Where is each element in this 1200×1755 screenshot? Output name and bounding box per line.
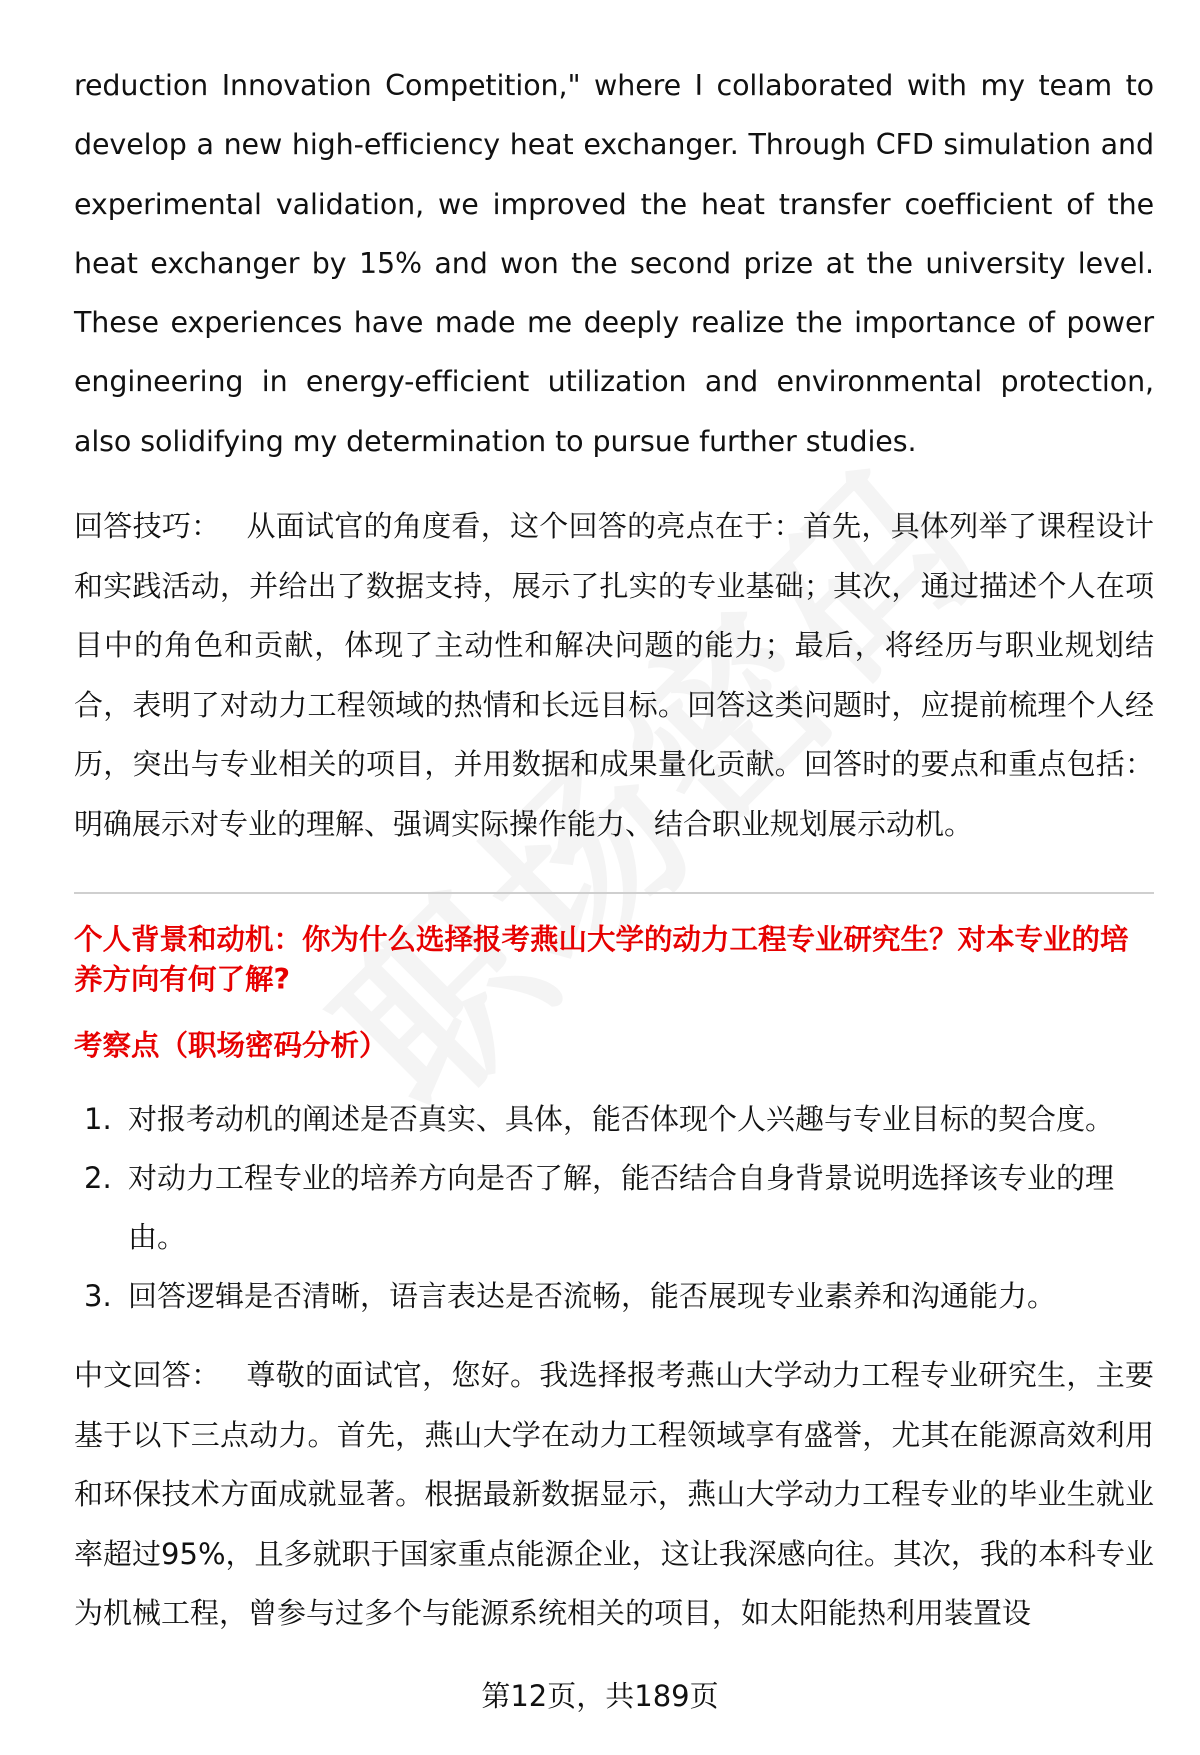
assessment-title: 考察点（职场密码分析） xyxy=(74,1029,388,1063)
chinese-answer-label: 中文回答： xyxy=(74,1358,221,1393)
assessment-list xyxy=(74,1090,1154,1326)
english-answer-paragraph: reduction Innovation Competition," where I collaborated with my team to develop a new high-efficiency heat exchanger. Through CFD simulation and experimental validation, we improved the heat transfer coefficient of the heat exchanger by 15% and won the second prize at the university level. These experiences have made me deeply realize the importance of power engineering in energy-efficient utilization and environmental protection, also solidifying my determination to pursue further studies. xyxy=(74,69,1154,458)
section-divider xyxy=(74,892,1154,894)
list-item-text: 对动力工程专业的培养方向是否了解，能否结合自身背景说明选择该专业的理由。 xyxy=(128,1161,1115,1255)
chinese-answer-paragraph xyxy=(74,1346,1154,1644)
chinese-answer-text: 尊敬的面试官，您好。我选择报考燕山大学动力工程专业研究生，主要基于以下三点动力。首先，燕山大学在动力工程领域享有盛誉，尤其在能源高效利用和环保技术方面成就显著。根据最新数据显示，燕山大学动力工程专业的毕业生就业率超过95%，且多就职于国家重点能源企业，这让我深感向往。其次，我的本科专业为机械工程，曾参与过多个与能源系统相关的项目，如太阳能热利用装置设 xyxy=(74,1358,1154,1631)
tips-paragraph xyxy=(74,497,1154,854)
list-item-text: 回答逻辑是否清晰，语言表达是否流畅，能否展现专业素养和沟通能力。 xyxy=(128,1279,1057,1314)
list-item-number: 3. xyxy=(84,1279,112,1314)
list-item-number: 2. xyxy=(84,1161,112,1196)
document-body xyxy=(74,56,1154,1644)
page-footer: 第12页，共189页 xyxy=(481,1679,719,1713)
list-item xyxy=(74,1149,1154,1267)
tips-text: 从面试官的角度看，这个回答的亮点在于：首先，具体列举了课程设计和实践活动，并给出了数据支持，展示了扎实的专业基础；其次，通过描述个人在项目中的角色和贡献，体现了主动性和解决问题的能力；最后，将经历与职业规划结合，表明了对动力工程领域的热情和长远目标。回答这类问题时，应提前梳理个人经历，突出与专业相关的项目，并用数据和成果量化贡献。回答时的要点和重点包括：明确展示对专业的理解、强调实际操作能力、结合职业规划展示动机。 xyxy=(74,509,1154,841)
list-item-text: 对报考动机的阐述是否真实、具体，能否体现个人兴趣与专业目标的契合度。 xyxy=(128,1102,1115,1137)
question-heading: 个人背景和动机：你为什么选择报考燕山大学的动力工程专业研究生？对本专业的培养方向有何了解? xyxy=(74,923,1129,997)
list-item xyxy=(74,1267,1154,1326)
list-item-number: 1. xyxy=(84,1102,112,1137)
list-item xyxy=(74,1090,1154,1149)
tips-label: 回答技巧： xyxy=(74,509,221,544)
